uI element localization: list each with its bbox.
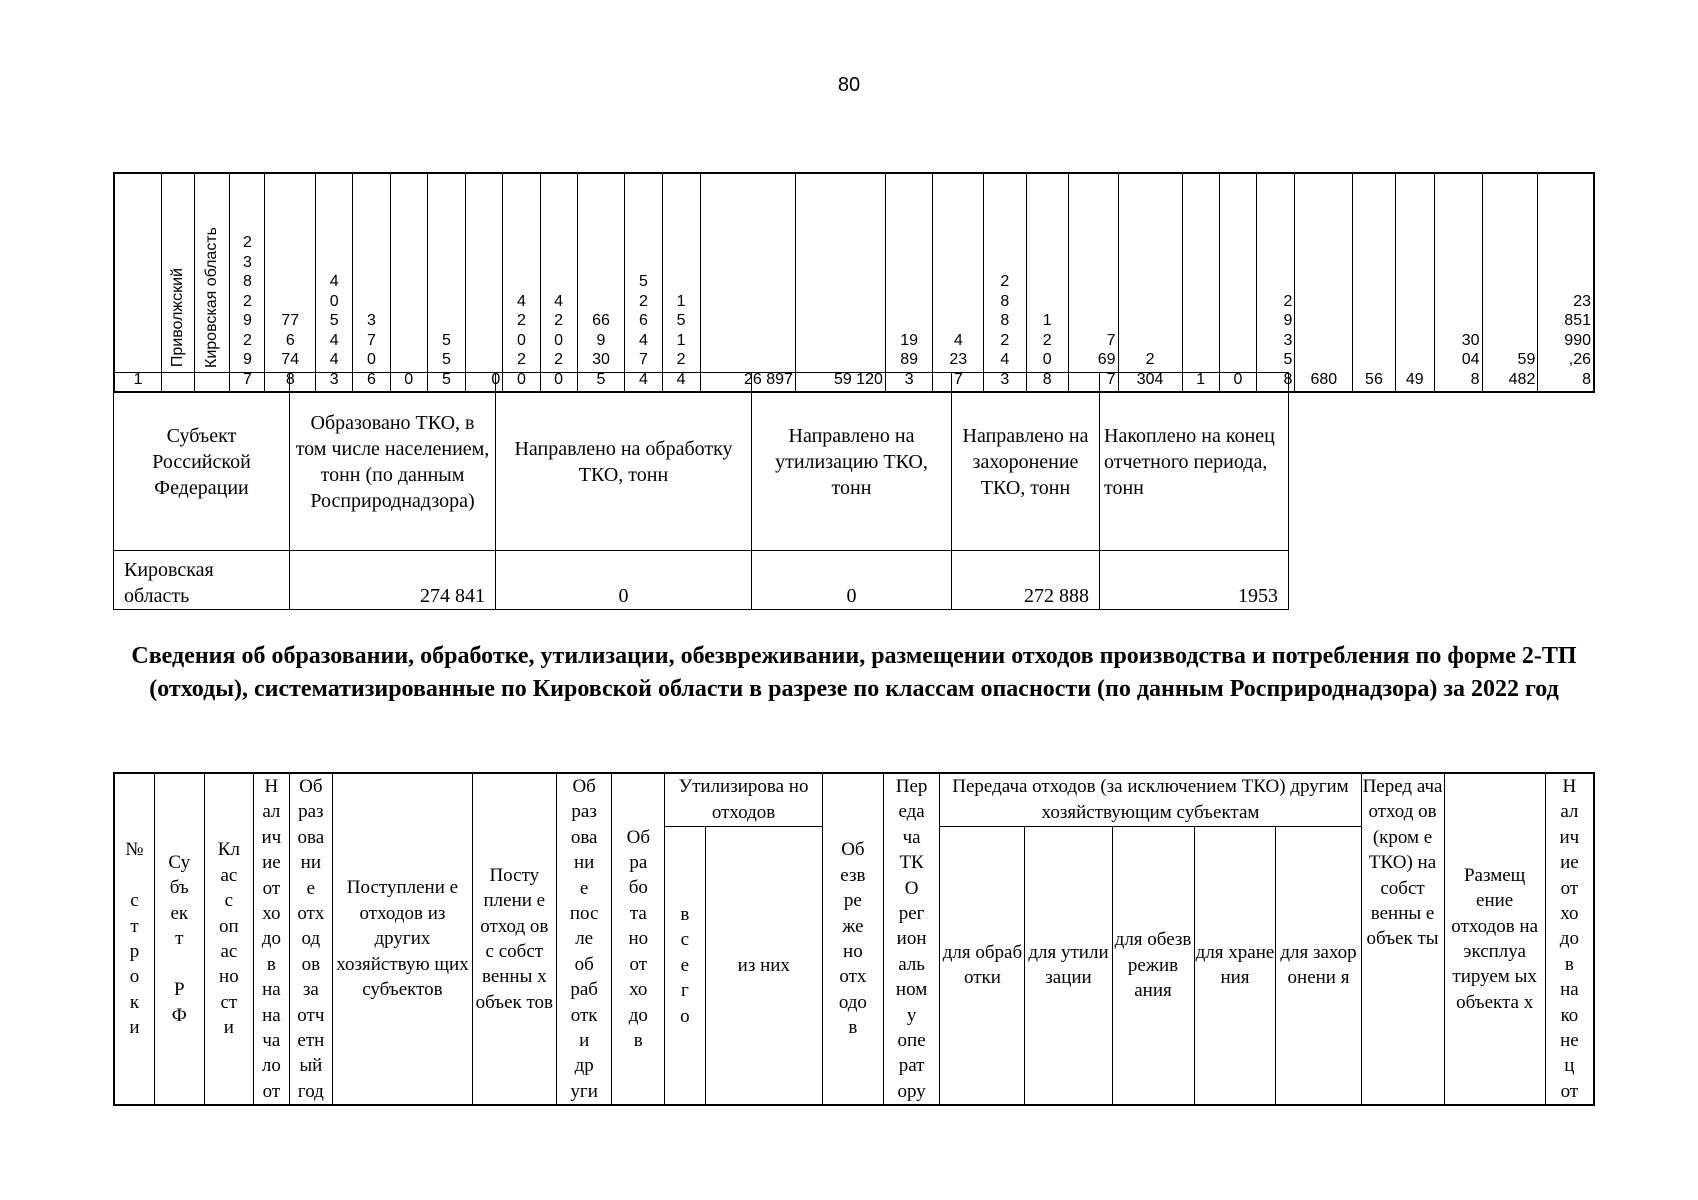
value-cell <box>540 173 577 392</box>
cell-text: 0 <box>404 370 414 388</box>
column-header-received-from-own <box>472 773 556 1105</box>
burial-value-cell: 272 888 <box>952 551 1100 610</box>
cell-text: 0 <box>1233 370 1243 388</box>
header-text: Об езв ре же но отх одо в <box>838 839 867 1039</box>
column-group-utilized <box>665 773 823 826</box>
column-header-for-processing <box>940 826 1025 1105</box>
value-cell <box>1118 173 1182 392</box>
federal-district-cell <box>162 173 195 392</box>
column-header-utilized-of-them <box>705 826 822 1105</box>
value-cell <box>1482 173 1538 392</box>
cell-text: 56 <box>1365 370 1383 388</box>
value-cell <box>466 173 503 392</box>
column-header-for-neutralization <box>1112 826 1194 1105</box>
column-header-subject <box>154 773 204 1105</box>
column-header-for-storage <box>1194 826 1276 1105</box>
cell-text: 66 9 30 5 <box>592 312 610 388</box>
header-text: Н ал ич ие от хо до в на ко не ц от <box>1559 776 1580 1102</box>
cell-text: 680 <box>1310 370 1338 388</box>
header-text: для обезв режив ания <box>1114 929 1192 1002</box>
page-number: 80 <box>837 74 861 96</box>
table-row <box>114 173 1594 392</box>
column-header-generated-after-processing <box>556 773 612 1105</box>
value-cell <box>316 173 353 392</box>
header-text: для захор онени я <box>1280 941 1357 989</box>
value-cell <box>1026 173 1068 392</box>
column-header-generated <box>289 773 333 1105</box>
section-title: Сведения об образовании, обработке, утилизации, обезвреживании, размещении отходов производства и потребления по форме 2-ТП (отходы), систематизированные по Кировской области в разрезе по классам опасности (по данным Росприроднадзора) за 2022 год <box>131 643 1577 702</box>
value-cell <box>662 173 700 392</box>
value-cell <box>577 173 625 392</box>
value-cell <box>1182 173 1219 392</box>
header-text: Передача отходов (за исключением ТКО) другим хозяйствующим субъектам <box>952 776 1349 823</box>
cell-text: 59 120 <box>833 370 883 388</box>
cell-text: 2 304 <box>1136 351 1164 388</box>
cell-text: 30 04 8 <box>1461 331 1480 388</box>
cell-text: 26 897 <box>743 370 793 388</box>
table-header-row <box>114 773 1594 826</box>
column-header-processed <box>612 773 665 1105</box>
value-cell <box>1068 173 1118 392</box>
cell-text: Кировская область <box>203 226 221 368</box>
cell-text: 4 23 7 <box>949 331 968 388</box>
column-header-transfer-own <box>1361 773 1444 1105</box>
column-header-received-from-others <box>333 773 473 1105</box>
value-cell <box>230 173 265 392</box>
header-text: Су бъ ек т Р Ф <box>168 852 191 1026</box>
waste-hazard-class-table <box>113 772 1595 1106</box>
column-header-utilization: Направлено на утилизацию ТКО, тонн <box>752 373 952 551</box>
header-text: для хране ния <box>1195 941 1275 989</box>
tko-summary-table <box>113 372 1289 610</box>
value-cell <box>625 173 662 392</box>
cell-text: 2 9 3 5 8 <box>1283 292 1293 388</box>
cell-text: 59 482 <box>1508 351 1536 388</box>
value-cell <box>795 173 885 392</box>
header-text: Поступлени е отходов из других хозяйствую щих субъектов <box>336 877 469 1001</box>
column-header-subject: Субъект Российской Федерации <box>114 373 290 551</box>
header-text: Об раз ова ни е пос ле об раб отк и др уги <box>569 776 599 1102</box>
cell-text: 1 2 0 8 <box>1042 312 1052 388</box>
value-cell <box>503 173 540 392</box>
cell-text: 7 69 7 <box>1097 331 1116 388</box>
table-row <box>114 551 1289 610</box>
cell-text: 0 <box>491 370 501 388</box>
value-cell <box>700 173 795 392</box>
formed-value-cell: 274 841 <box>290 551 496 610</box>
cell-text: 23 851 990 ,26 8 <box>1564 292 1591 388</box>
row-number-cell <box>114 173 162 392</box>
region-data-row-table <box>113 172 1595 393</box>
header-text: для обраб отки <box>942 941 1023 989</box>
header-text: Н ал ич ие от хо до в на на ча ло от <box>261 776 282 1102</box>
header-text: Утилизирова но отходов <box>678 776 809 823</box>
cell-text: 4 0 5 4 4 3 <box>329 273 339 388</box>
value-cell <box>1538 173 1594 392</box>
column-header-burial: Направлено на захоронение ТКО, тонн <box>952 373 1100 551</box>
cell-text: 2 8 8 2 4 3 <box>1000 273 1010 388</box>
utilization-value-cell: 0 <box>752 551 952 610</box>
header-text: из них <box>737 954 790 976</box>
column-header-row-number <box>114 773 154 1105</box>
header-text: Кл ас с оп ас но ст и <box>217 839 240 1039</box>
cell-text: 19 89 3 <box>900 331 919 388</box>
value-cell <box>265 173 316 392</box>
column-header-accumulated: Накоплено на конец отчетного периода, тонн <box>1100 373 1289 551</box>
value-cell <box>353 173 390 392</box>
header-text: Перед ача отход ов (кром е ТКО) на собст венны е объек ты <box>1362 776 1443 950</box>
column-header-utilized-total <box>665 826 705 1105</box>
value-cell <box>1434 173 1482 392</box>
header-text: Об ра бо та но от хо до в <box>626 826 650 1051</box>
region-name-cell <box>195 173 230 392</box>
cell-text: 4 2 0 2 0 <box>554 292 564 388</box>
cell-text: 4 2 0 2 0 <box>516 292 526 388</box>
cell-text: 77 6 74 8 <box>281 312 300 388</box>
column-header-for-burial <box>1276 826 1361 1105</box>
value-cell <box>1353 173 1395 392</box>
header-text: Размещ ение отходов на эксплуа тируем ых объекта х <box>1451 864 1539 1013</box>
column-group-transfer-to-others <box>940 773 1361 826</box>
column-header-hazard-class <box>204 773 254 1105</box>
accumulated-value-cell: 1953 <box>1100 551 1289 610</box>
header-text: для утили зации <box>1028 941 1109 989</box>
column-header-placement <box>1444 773 1545 1105</box>
cell-text: 5 2 6 4 7 4 <box>638 273 648 388</box>
column-header-processing: Направлено на обработку ТКО, тонн <box>496 373 752 551</box>
value-cell <box>1295 173 1353 392</box>
value-cell <box>390 173 427 392</box>
cell-text: 1 <box>1196 370 1206 388</box>
processing-value-cell: 0 <box>496 551 752 610</box>
column-header-transfer-regional-operator <box>883 773 940 1105</box>
cell-text: Приволжский <box>169 268 187 368</box>
header-text: Пер еда ча ТК О рег ион аль ном у опе рат ору <box>895 776 928 1102</box>
value-cell <box>885 173 933 392</box>
table-header-row <box>114 373 1289 551</box>
value-cell <box>933 173 984 392</box>
value-cell <box>427 173 465 392</box>
column-header-start-availability <box>254 773 289 1105</box>
header-text: Об раз ова ни е отх од ов за отч етн ый год <box>297 776 325 1102</box>
cell-text: 3 7 0 6 <box>367 312 376 388</box>
header-text: Посту плени е отход ов с собст венны х объек тов <box>475 864 554 1013</box>
header-text: № с т р о к и <box>125 839 144 1039</box>
column-header-end-availability <box>1545 773 1594 1105</box>
cell-text: 49 <box>1405 370 1424 388</box>
cell-text: 5 5 5 <box>441 331 451 388</box>
value-cell <box>1395 173 1434 392</box>
cell-text: 1 <box>133 370 143 388</box>
value-cell <box>1219 173 1256 392</box>
column-header-neutralized <box>823 773 884 1105</box>
cell-text: 2 3 8 2 9 2 9 7 <box>242 234 252 388</box>
header-text: в с е г о <box>680 903 690 1027</box>
cell-text: 1 5 1 2 4 <box>676 292 686 388</box>
subject-name-cell: Кировская область <box>114 551 290 610</box>
value-cell <box>984 173 1026 392</box>
column-header-formed: Образовано ТКО, в том числе населением, тонн (по данным Росприроднадзора) <box>290 373 496 551</box>
value-cell <box>1257 173 1295 392</box>
column-header-for-utilization <box>1025 826 1112 1105</box>
